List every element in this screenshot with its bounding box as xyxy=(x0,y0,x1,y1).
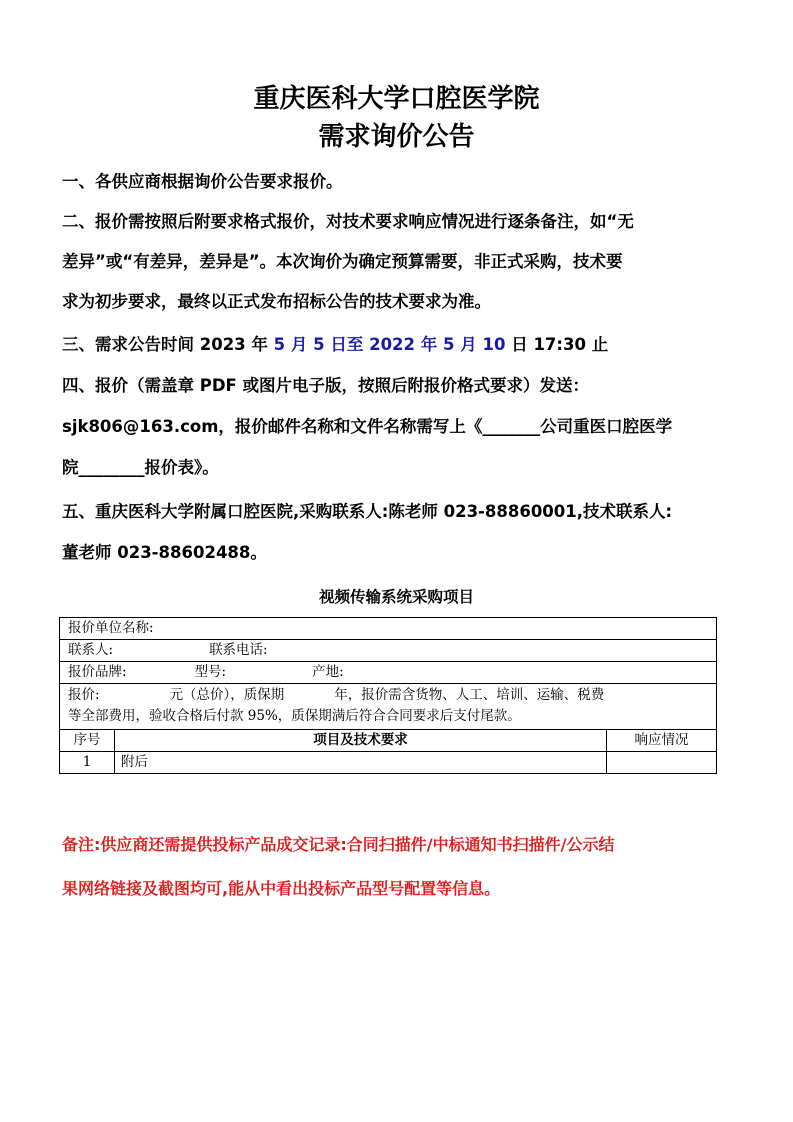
item-3-prefix: 三、需求公告时间 2023 年 xyxy=(62,335,274,354)
price-total-text: 元（总价），质保期 xyxy=(169,687,285,703)
item-2-line-1: 二、报价需按照后附要求格式报价，对技术要求响应情况进行逐条备注，如“无 xyxy=(62,212,634,231)
price-terms-line-2: 等全部费用，验收合格后付款 95%，质保期满后符合合同要求后支付尾款。 xyxy=(68,708,521,724)
quotation-form xyxy=(59,617,717,774)
table-row xyxy=(60,752,716,773)
origin-label: 产地: xyxy=(312,664,344,680)
row-response-cell xyxy=(607,752,716,773)
contact-label: 联系人: xyxy=(68,642,114,658)
item-5-line-1: 五、重庆医科大学附属口腔医院,采购联系人:陈老师 023-88860001,技术联系人: xyxy=(62,502,673,521)
phone-label: 联系电话: xyxy=(209,642,268,658)
col-item-header: 项目及技术要求 xyxy=(115,730,607,751)
price-label: 报价: xyxy=(68,687,100,703)
item-5-line-2: 董老师 023-88602488。 xyxy=(62,543,267,562)
brand-row xyxy=(60,662,716,684)
document-title: 重庆医科大学口腔医学院 xyxy=(253,84,540,114)
note-line-1: 备注:供应商还需提供投标产品成交记录:合同扫描件/中标通知书扫描件/公示结 xyxy=(62,835,615,854)
note-line-2: 果网络链接及截图均可,能从中看出投标产品型号配置等信息。 xyxy=(62,879,501,898)
item-2-line-3: 求为初步要求，最终以正式发布招标公告的技术要求为准。 xyxy=(62,292,491,311)
document-subtitle: 需求询价公告 xyxy=(318,122,475,152)
item-4-line-3: 院________报价表》。 xyxy=(62,458,219,477)
unit-row xyxy=(60,618,716,640)
form-title: 视频传输系统采购项目 xyxy=(318,588,474,606)
model-label: 型号: xyxy=(194,664,227,680)
item-3 xyxy=(62,325,730,365)
col-no-header: 序号 xyxy=(60,730,115,751)
row-item-cell: 附后 xyxy=(115,752,607,773)
col-response-header: 响应情况 xyxy=(634,732,689,748)
brand-label: 报价品牌: xyxy=(68,664,127,680)
item-3-suffix: 日 17:30 止 xyxy=(505,335,609,354)
item-4-line-2: sjk806@163.com，报价邮件名称和文件名称需写上《_______公司重医口腔医学 xyxy=(62,417,673,436)
item-2-line-2: 差异”或“有差异，差异是”。本次询价为确定预算需要，非正式采购，技术要 xyxy=(62,252,623,271)
item-1: 一、各供应商根据询价公告要求报价。 xyxy=(62,172,343,191)
row-no-cell: 1 xyxy=(60,752,115,773)
unit-label: 报价单位名称: xyxy=(68,620,154,636)
price-row xyxy=(60,684,716,730)
item-3-date-range: 5 月 5 日至 2022 年 5 月 10 xyxy=(273,335,506,354)
contact-row xyxy=(60,640,716,662)
price-terms-text: 年，报价需含货物、人工、培训、运输、税费 xyxy=(334,687,605,703)
item-4-line-1: 四、报价（需盖章 PDF 或图片电子版，按照后附报价格式要求）发送： xyxy=(62,376,590,395)
table-header xyxy=(60,730,716,752)
